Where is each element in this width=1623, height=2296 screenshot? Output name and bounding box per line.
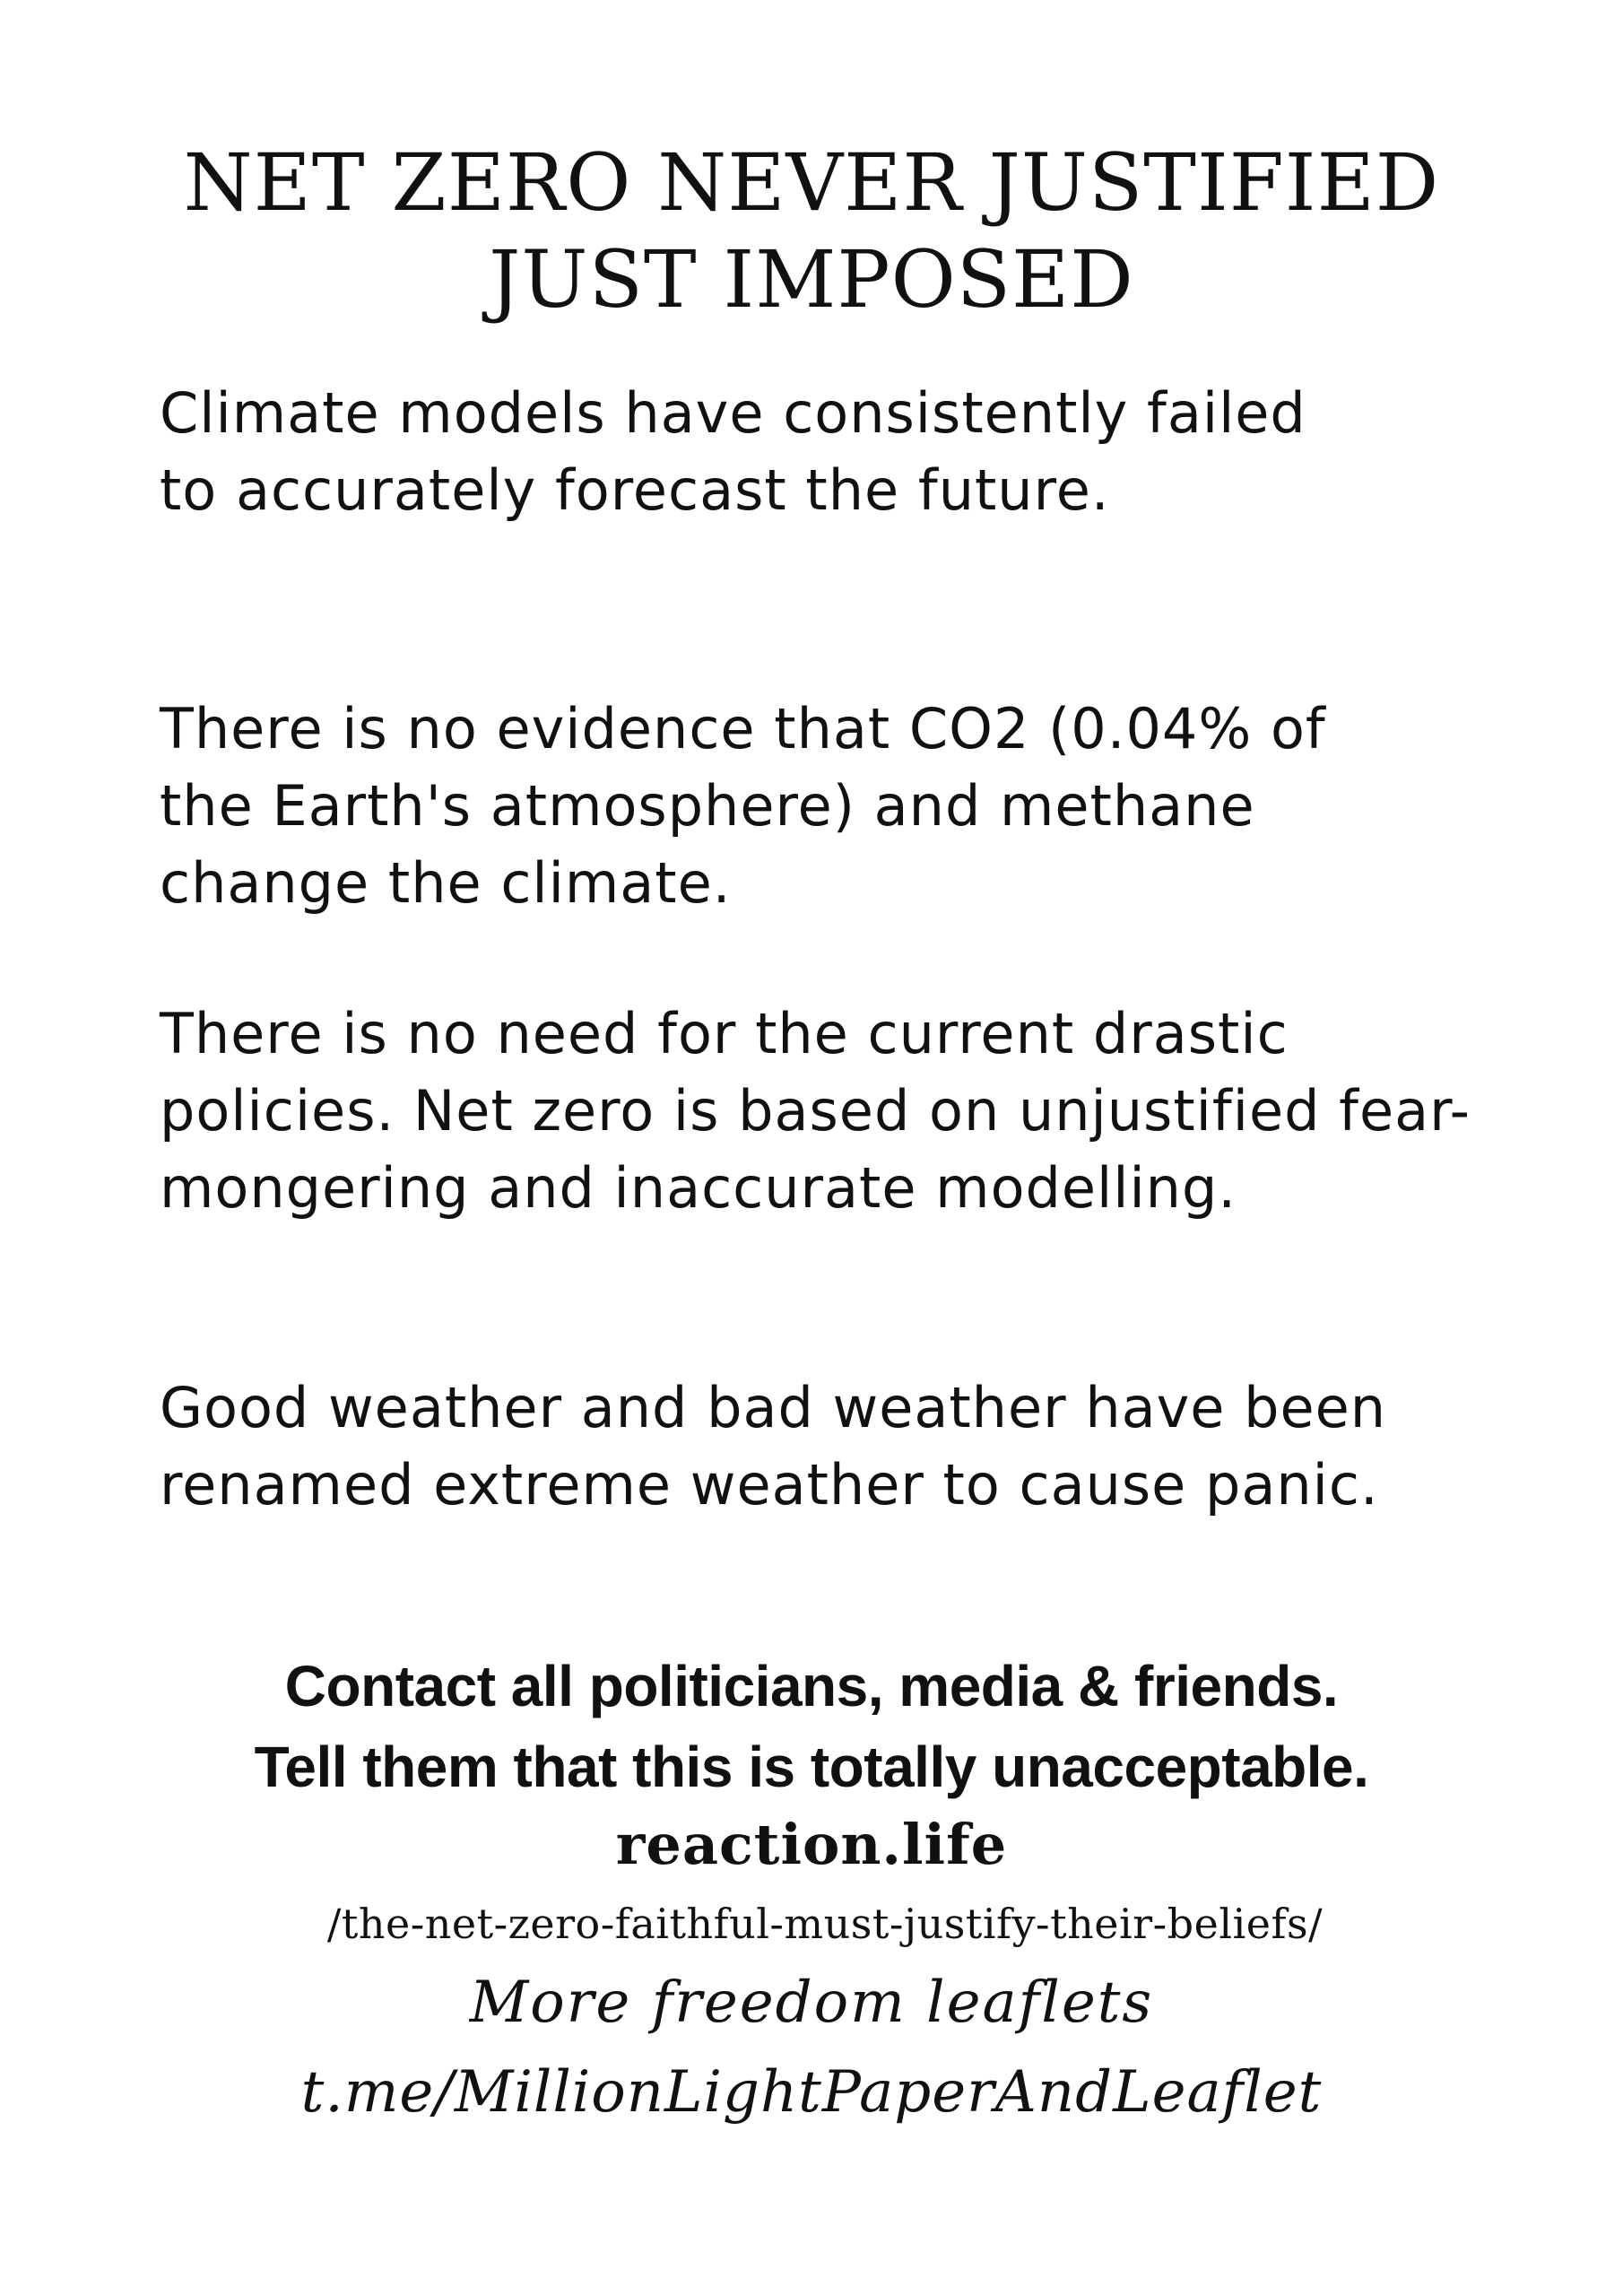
- paragraph-climate-models: Climate models have consistently failed to accurately forecast the future.: [160, 380, 1306, 523]
- paragraph-extreme-weather: Good weather and bad weather have been renamed extreme weather to cause panic.: [160, 1375, 1387, 1518]
- source-link-path[interactable]: /the-net-zero-faithful-must-justify-their-beliefs/: [326, 1900, 1324, 1948]
- call-to-action-tell: Tell them that this is totally unacceptable.: [254, 1735, 1369, 1799]
- more-leaflets-text: More freedom leaflets: [469, 1970, 1154, 2036]
- paragraph-drastic-policies: There is no need for the current drastic policies. Net zero is based on unjustified fear-mongering and inaccurate modelling.: [160, 1001, 1471, 1221]
- source-link-domain[interactable]: reaction.life: [615, 1812, 1008, 1877]
- title-line-2: JUST IMPOSED: [489, 233, 1134, 326]
- title-line-1: NET ZERO NEVER JUSTIFIED: [183, 136, 1440, 229]
- paragraph-co2-evidence: There is no evidence that CO2 (0.04% of the Earth's atmosphere) and methane change the climate.: [160, 696, 1326, 916]
- leaflet-title: [0, 135, 1623, 328]
- telegram-link[interactable]: t.me/MillionLightPaperAndLeaflet: [300, 2059, 1323, 2126]
- call-to-action-contact: Contact all politicians, media & friends.: [284, 1654, 1339, 1718]
